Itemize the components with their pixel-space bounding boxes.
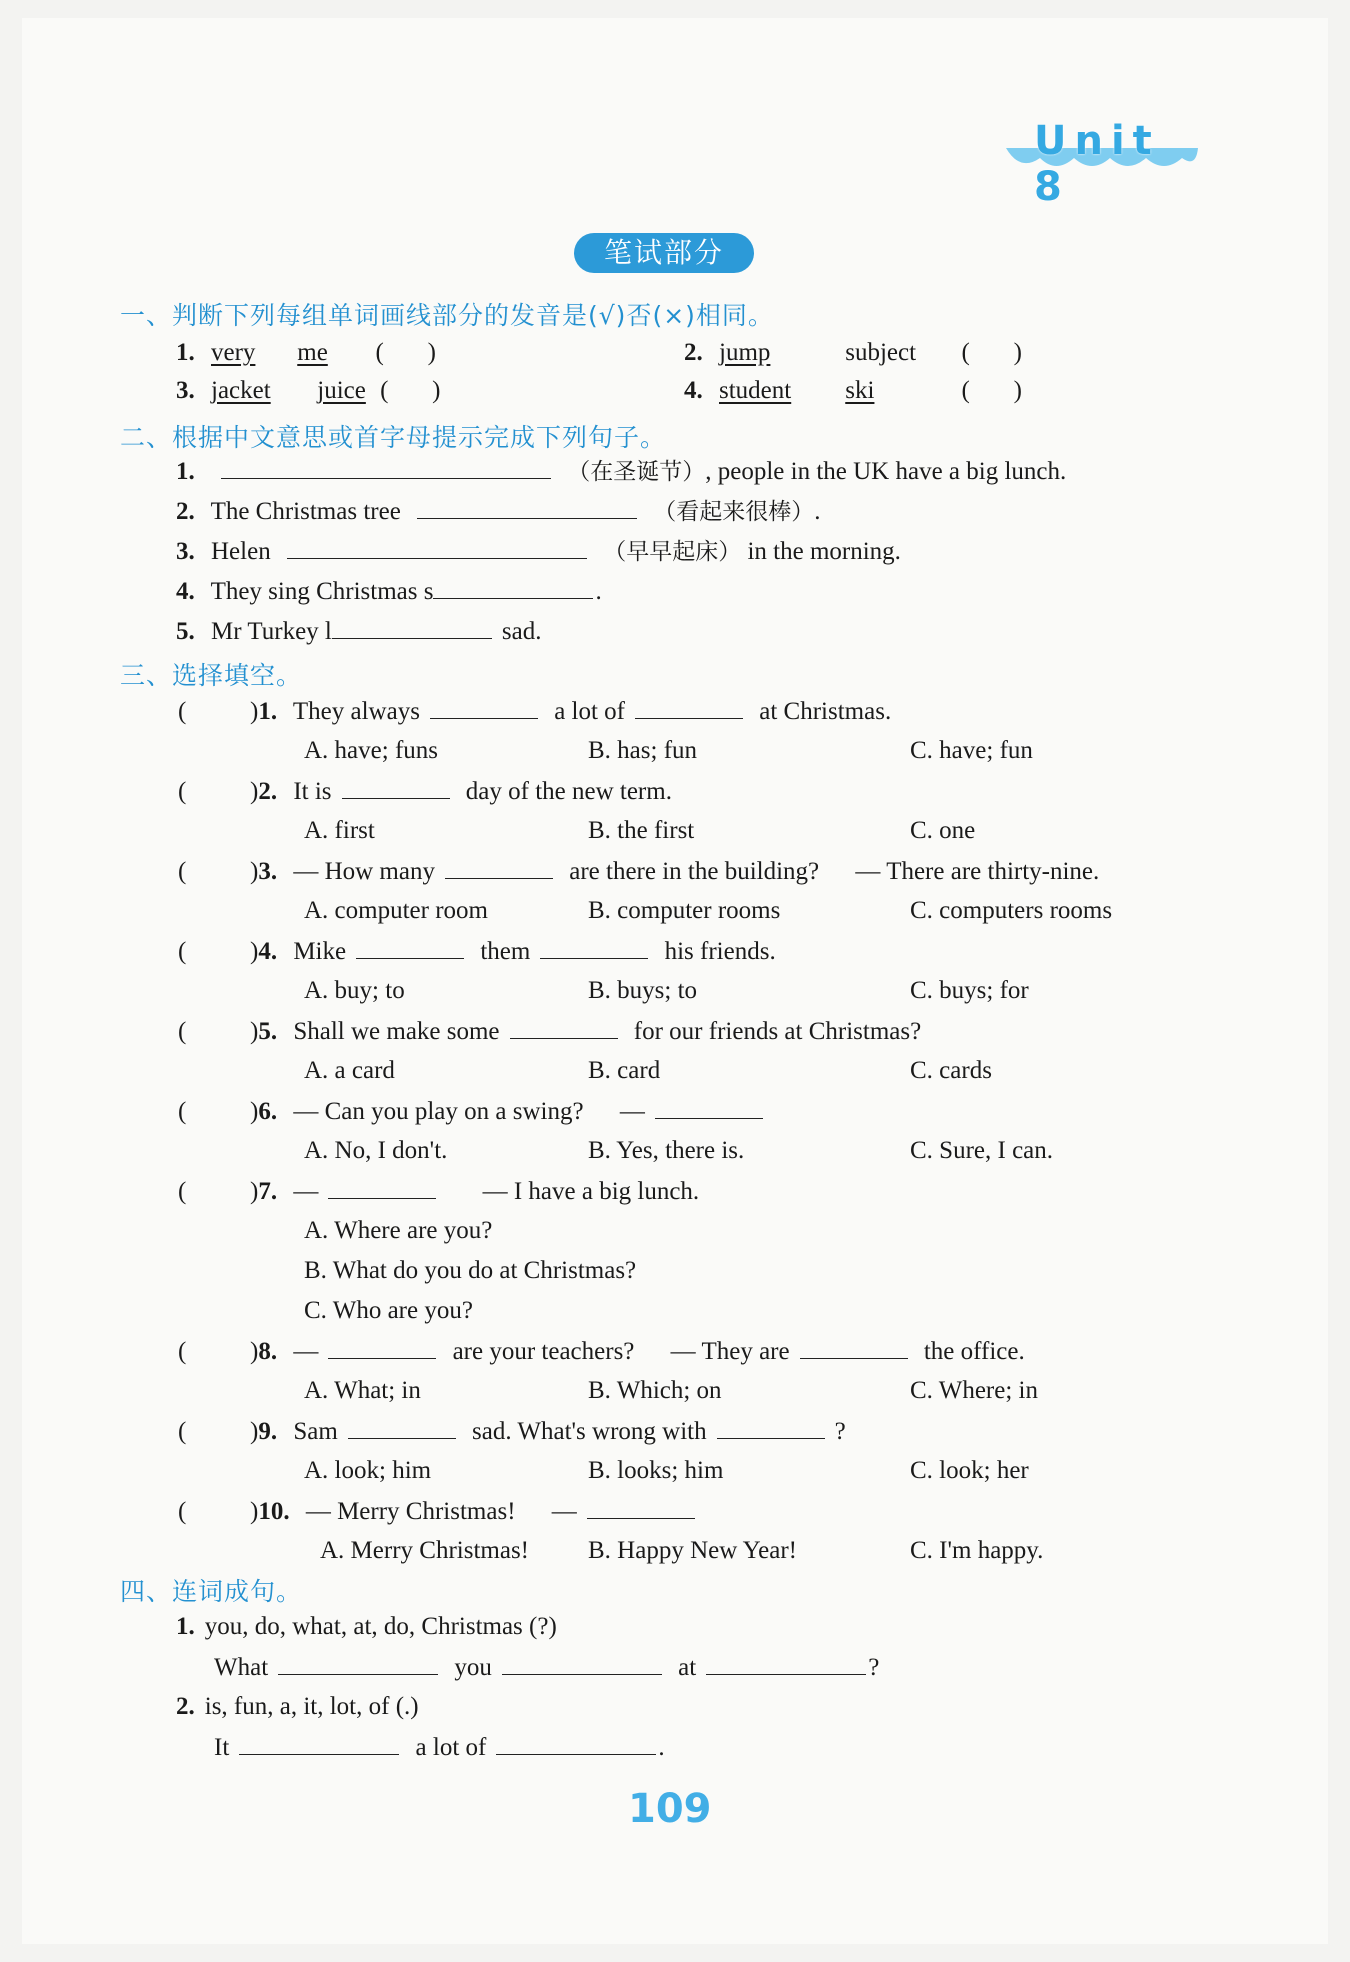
q10-stem: ( )10. — Merry Christmas! — <box>178 1496 705 1527</box>
q3-option-b: B. computer rooms <box>588 897 781 924</box>
section-title: 笔试部分 <box>574 233 754 273</box>
part4-heading: 四、连词成句。 <box>120 1577 303 1606</box>
q3-option-a: A. computer room <box>304 897 488 924</box>
q5-option-c: C. cards <box>910 1057 992 1084</box>
part1-item-3: 3. jacket juice ( ) <box>176 377 441 404</box>
part3-heading: 三、选择填空。 <box>120 661 303 690</box>
unit-badge <box>1000 118 1200 210</box>
q6-option-a: A. No, I don't. <box>304 1137 448 1164</box>
q2-stem: ( )2. It is day of the new term. <box>178 778 672 805</box>
q8-option-a: A. What; in <box>304 1377 421 1404</box>
q10-option-c: C. I'm happy. <box>910 1537 1044 1564</box>
q3-option-c: C. computers rooms <box>910 897 1113 924</box>
q9-option-c: C. look; her <box>910 1457 1029 1484</box>
q5-option-b: B. card <box>588 1057 661 1084</box>
part1-item-4: 4. student ski ( ) <box>684 377 1022 404</box>
q1-option-c: C. have; fun <box>910 737 1033 764</box>
q1-option-b: B. has; fun <box>588 737 698 764</box>
part4-q2-words: 2. is, fun, a, it, lot, of (.) <box>176 1693 419 1720</box>
q10-option-a: A. Merry Christmas! <box>320 1537 529 1564</box>
part1-heading: 一、判断下列每组单词画线部分的发音是(√)否(×)相同。 <box>120 301 774 330</box>
q7-option-a: A. Where are you? <box>304 1217 493 1244</box>
q4-option-a: A. buy; to <box>304 977 405 1004</box>
part2-item-2: 2. The Christmas tree （看起来很棒）. <box>176 498 821 525</box>
part2-item-5: 5. Mr Turkey l sad. <box>176 618 542 645</box>
q7-option-c: C. Who are you? <box>304 1297 473 1324</box>
q7-stem: ( )7. — — I have a big lunch. <box>178 1178 700 1205</box>
q4-stem: ( )4. Mike them his friends. <box>178 938 776 965</box>
q9-stem: ( )9. Sam sad. What's wrong with ? <box>178 1418 846 1445</box>
q4-option-b: B. buys; to <box>588 977 698 1004</box>
part1-item-1: 1. very me ( ) <box>176 339 436 366</box>
q10-option-b: B. Happy New Year! <box>588 1537 797 1564</box>
q5-option-a: A. a card <box>304 1057 395 1084</box>
page-number: 109 <box>628 1786 712 1832</box>
q2-option-a: A. first <box>304 817 375 844</box>
q8-option-c: C. Where; in <box>910 1377 1038 1404</box>
q6-stem: ( )6. — Can you play on a swing? — <box>178 1096 773 1127</box>
q8-option-b: B. Which; on <box>588 1377 722 1404</box>
part2-item-4: 4. They sing Christmas s . <box>176 578 602 605</box>
q8-stem: ( )8. — are your teachers? — They are the office. <box>178 1338 1025 1365</box>
q2-option-c: C. one <box>910 817 976 844</box>
part4-q1-answer: What you at ? <box>214 1654 880 1681</box>
q6-option-b: B. Yes, there is. <box>588 1137 745 1164</box>
q6-option-c: C. Sure, I can. <box>910 1137 1054 1164</box>
q1-stem: ( )1. They always a lot of at Christmas. <box>178 698 892 725</box>
q4-option-c: C. buys; for <box>910 977 1029 1004</box>
part2-heading: 二、根据中文意思或首字母提示完成下列句子。 <box>120 423 667 452</box>
q5-stem: ( )5. Shall we make some for our friends at Christmas? <box>178 1018 922 1045</box>
unit-label: Unit 8 <box>1034 118 1160 210</box>
part2-item-3: 3. Helen （早早起床） in the morning. <box>176 538 901 565</box>
q7-option-b: B. What do you do at Christmas? <box>304 1257 637 1284</box>
q3-stem: ( )3. — How many are there in the building? — There are thirty-nine. <box>178 858 1100 885</box>
part2-item-1: 1. （在圣诞节）, people in the UK have a big lunch. <box>176 458 1067 485</box>
q9-option-b: B. looks; him <box>588 1457 724 1484</box>
q9-option-a: A. look; him <box>304 1457 432 1484</box>
part4-q1-words: 1. you, do, what, at, do, Christmas (?) <box>176 1613 557 1640</box>
q2-option-b: B. the first <box>588 817 695 844</box>
q1-option-a: A. have; funs <box>304 737 438 764</box>
part4-q2-answer: It a lot of . <box>214 1734 665 1761</box>
part1-item-2: 2. jump subject ( ) <box>684 339 1022 366</box>
